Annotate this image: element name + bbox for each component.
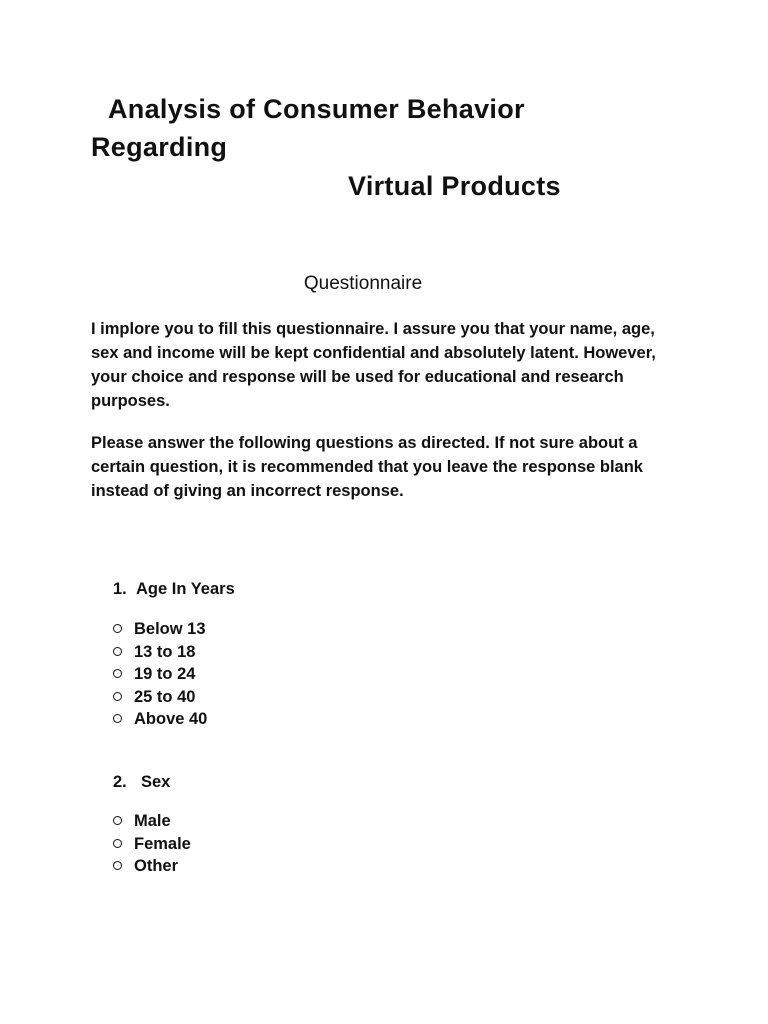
document-title-line-2: Regarding [91, 132, 228, 162]
option-label: Above 40 [134, 710, 208, 728]
circle-bullet-icon[interactable] [113, 647, 122, 656]
option-label: Female [134, 834, 191, 853]
option-item[interactable] [113, 686, 207, 709]
question-number: 2. [113, 773, 127, 791]
circle-bullet-icon[interactable] [113, 692, 122, 701]
circle-bullet-icon[interactable] [113, 669, 122, 678]
option-item[interactable] [113, 855, 191, 878]
option-item[interactable] [113, 663, 207, 686]
question-text: Sex [141, 773, 171, 791]
option-label: 25 to 40 [134, 687, 196, 706]
option-item[interactable] [113, 810, 191, 833]
document-title-line-1: Analysis of Consumer Behavior [108, 94, 525, 124]
circle-bullet-icon[interactable] [113, 816, 122, 825]
question-sex [113, 771, 170, 793]
circle-bullet-icon[interactable] [113, 839, 122, 848]
sex-options-list [113, 810, 191, 878]
option-item[interactable] [113, 618, 207, 641]
questionnaire-heading: Questionnaire [303, 273, 423, 294]
instructions-paragraph: Please answer the following questions as directed. If not sure about a certain question, it is recommended that you leave the response blank instead of giving an incorrect response. [91, 434, 643, 500]
age-options-list [113, 618, 207, 731]
option-label: Below 13 [134, 620, 206, 638]
circle-bullet-icon[interactable] [113, 624, 122, 633]
option-label: Other [134, 857, 179, 875]
option-label: 13 to 18 [134, 642, 196, 661]
option-label: 19 to 24 [134, 665, 196, 683]
option-item[interactable] [113, 641, 207, 664]
question-number: 1. [113, 580, 127, 598]
option-item[interactable] [113, 833, 191, 856]
option-label: Male [134, 812, 171, 830]
circle-bullet-icon[interactable] [113, 714, 122, 723]
document-title-line-3: Virtual Products [348, 171, 561, 201]
circle-bullet-icon[interactable] [113, 861, 122, 870]
option-item[interactable] [113, 708, 207, 731]
question-age [113, 578, 235, 600]
question-text: Age In Years [136, 580, 235, 598]
intro-paragraph: I implore you to fill this questionnaire. I assure you that your name, age, sex and income will be kept confidential and absolutely latent. However, your choice and response will be used for educational and research purposes. [91, 320, 656, 410]
